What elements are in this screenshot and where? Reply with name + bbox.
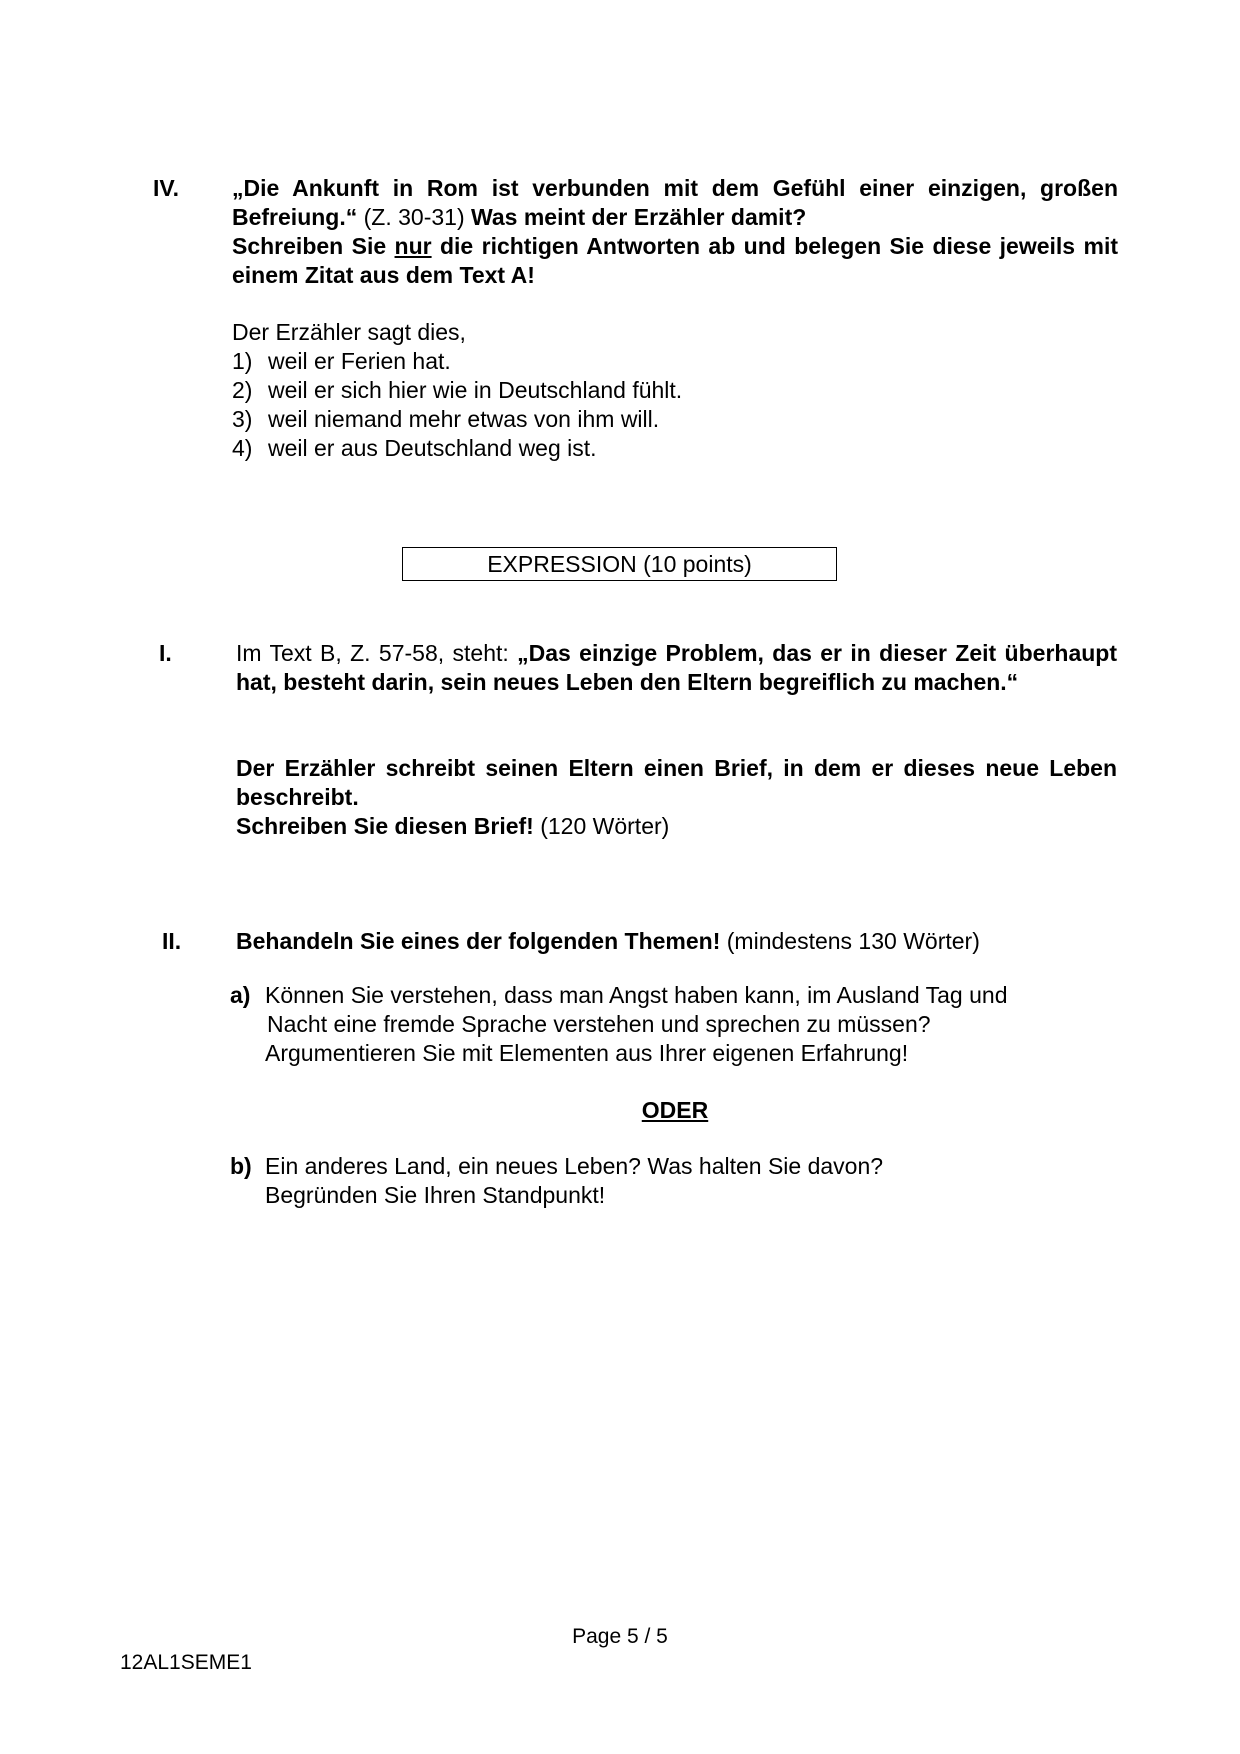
- section-i-instruction: Schreiben Sie diesen Brief!: [236, 813, 534, 839]
- section-iv-question-text: Was meint der Erzähler damit?: [471, 204, 807, 230]
- section-ii-wordcount: (mindestens 130 Wörter): [720, 928, 980, 954]
- section-iv-instruction: [232, 232, 1118, 290]
- expression-header-box: EXPRESSION (10 points): [402, 547, 837, 581]
- option-list: [232, 347, 1118, 463]
- section-i-prompt: [236, 639, 1117, 697]
- section-iv-intro: Der Erzähler sagt dies,: [232, 319, 466, 345]
- page-number: Page 5 / 5: [572, 1625, 668, 1648]
- option-b-label: b): [230, 1153, 252, 1179]
- section-i-instruction-line: [236, 812, 1117, 841]
- option-number: 3): [232, 406, 253, 432]
- option-number: 4): [232, 435, 253, 461]
- list-item: [232, 434, 1118, 463]
- section-iv-number: IV.: [153, 175, 180, 201]
- option-b-line: Begründen Sie Ihren Standpunkt!: [265, 1182, 606, 1208]
- section-iv-ref: (Z. 30-31): [357, 204, 471, 230]
- list-item: [232, 405, 1118, 434]
- section-iv-question: [232, 174, 1118, 232]
- option-number: 1): [232, 348, 253, 374]
- option-text: weil niemand mehr etwas von ihm will.: [268, 406, 660, 432]
- option-text: weil er Ferien hat.: [268, 348, 451, 374]
- instruction-underlined: nur: [394, 233, 432, 259]
- option-number: 2): [232, 377, 253, 403]
- option-text: weil er sich hier wie in Deutschland fühlt.: [268, 377, 683, 403]
- section-i-wordcount: (120 Wörter): [533, 813, 670, 839]
- option-a-text: [265, 981, 1130, 1068]
- list-item: [232, 376, 1118, 405]
- oder-separator: ODER: [641, 1097, 709, 1123]
- option-a: [230, 981, 1130, 1068]
- instruction-post: die richtigen Antworten ab und belegen Sie diese jeweils mit einem Zitat aus dem Text A!: [232, 233, 1118, 288]
- option-b: [230, 1152, 1130, 1210]
- section-ii-number: II.: [162, 928, 182, 954]
- option-a-label: a): [230, 982, 251, 1008]
- section-i-number: I.: [159, 640, 172, 666]
- section-iv-quote: „Die Ankunft in Rom ist verbunden mit dem Gefühl einer einzigen, großen Befreiung.“: [232, 175, 1118, 230]
- section-ii-instruction: Behandeln Sie eines der folgenden Themen!: [236, 928, 721, 954]
- option-a-line: Nacht eine fremde Sprache verstehen und sprechen zu müssen?: [267, 1011, 931, 1037]
- section-iv-options: [232, 347, 1118, 463]
- document-code: 12AL1SEME1: [120, 1651, 252, 1674]
- option-b-line: Ein anderes Land, ein neues Leben? Was halten Sie davon?: [265, 1153, 884, 1179]
- section-i-task: Der Erzähler schreibt seinen Eltern einen Brief, in dem er dieses neue Leben beschreibt.: [236, 755, 1117, 810]
- section-ii-instruction-line: [236, 927, 1117, 956]
- option-b-text: [265, 1152, 1130, 1210]
- option-a-line: Argumentieren Sie mit Elementen aus Ihrer eigenen Erfahrung!: [265, 1040, 909, 1066]
- section-i-quote: „Das einzige Problem, das er in dieser Zeit überhaupt hat, besteht darin, sein neues Leben den Eltern begreiflich zu machen.“: [236, 640, 1117, 695]
- instruction-pre: Schreiben Sie: [232, 233, 395, 259]
- list-item: [232, 347, 1118, 376]
- option-a-line: Können Sie verstehen, dass man Angst haben kann, im Ausland Tag und: [265, 982, 1008, 1008]
- option-text: weil er aus Deutschland weg ist.: [268, 435, 597, 461]
- section-i-lead: Im Text B, Z. 57-58, steht:: [236, 640, 518, 666]
